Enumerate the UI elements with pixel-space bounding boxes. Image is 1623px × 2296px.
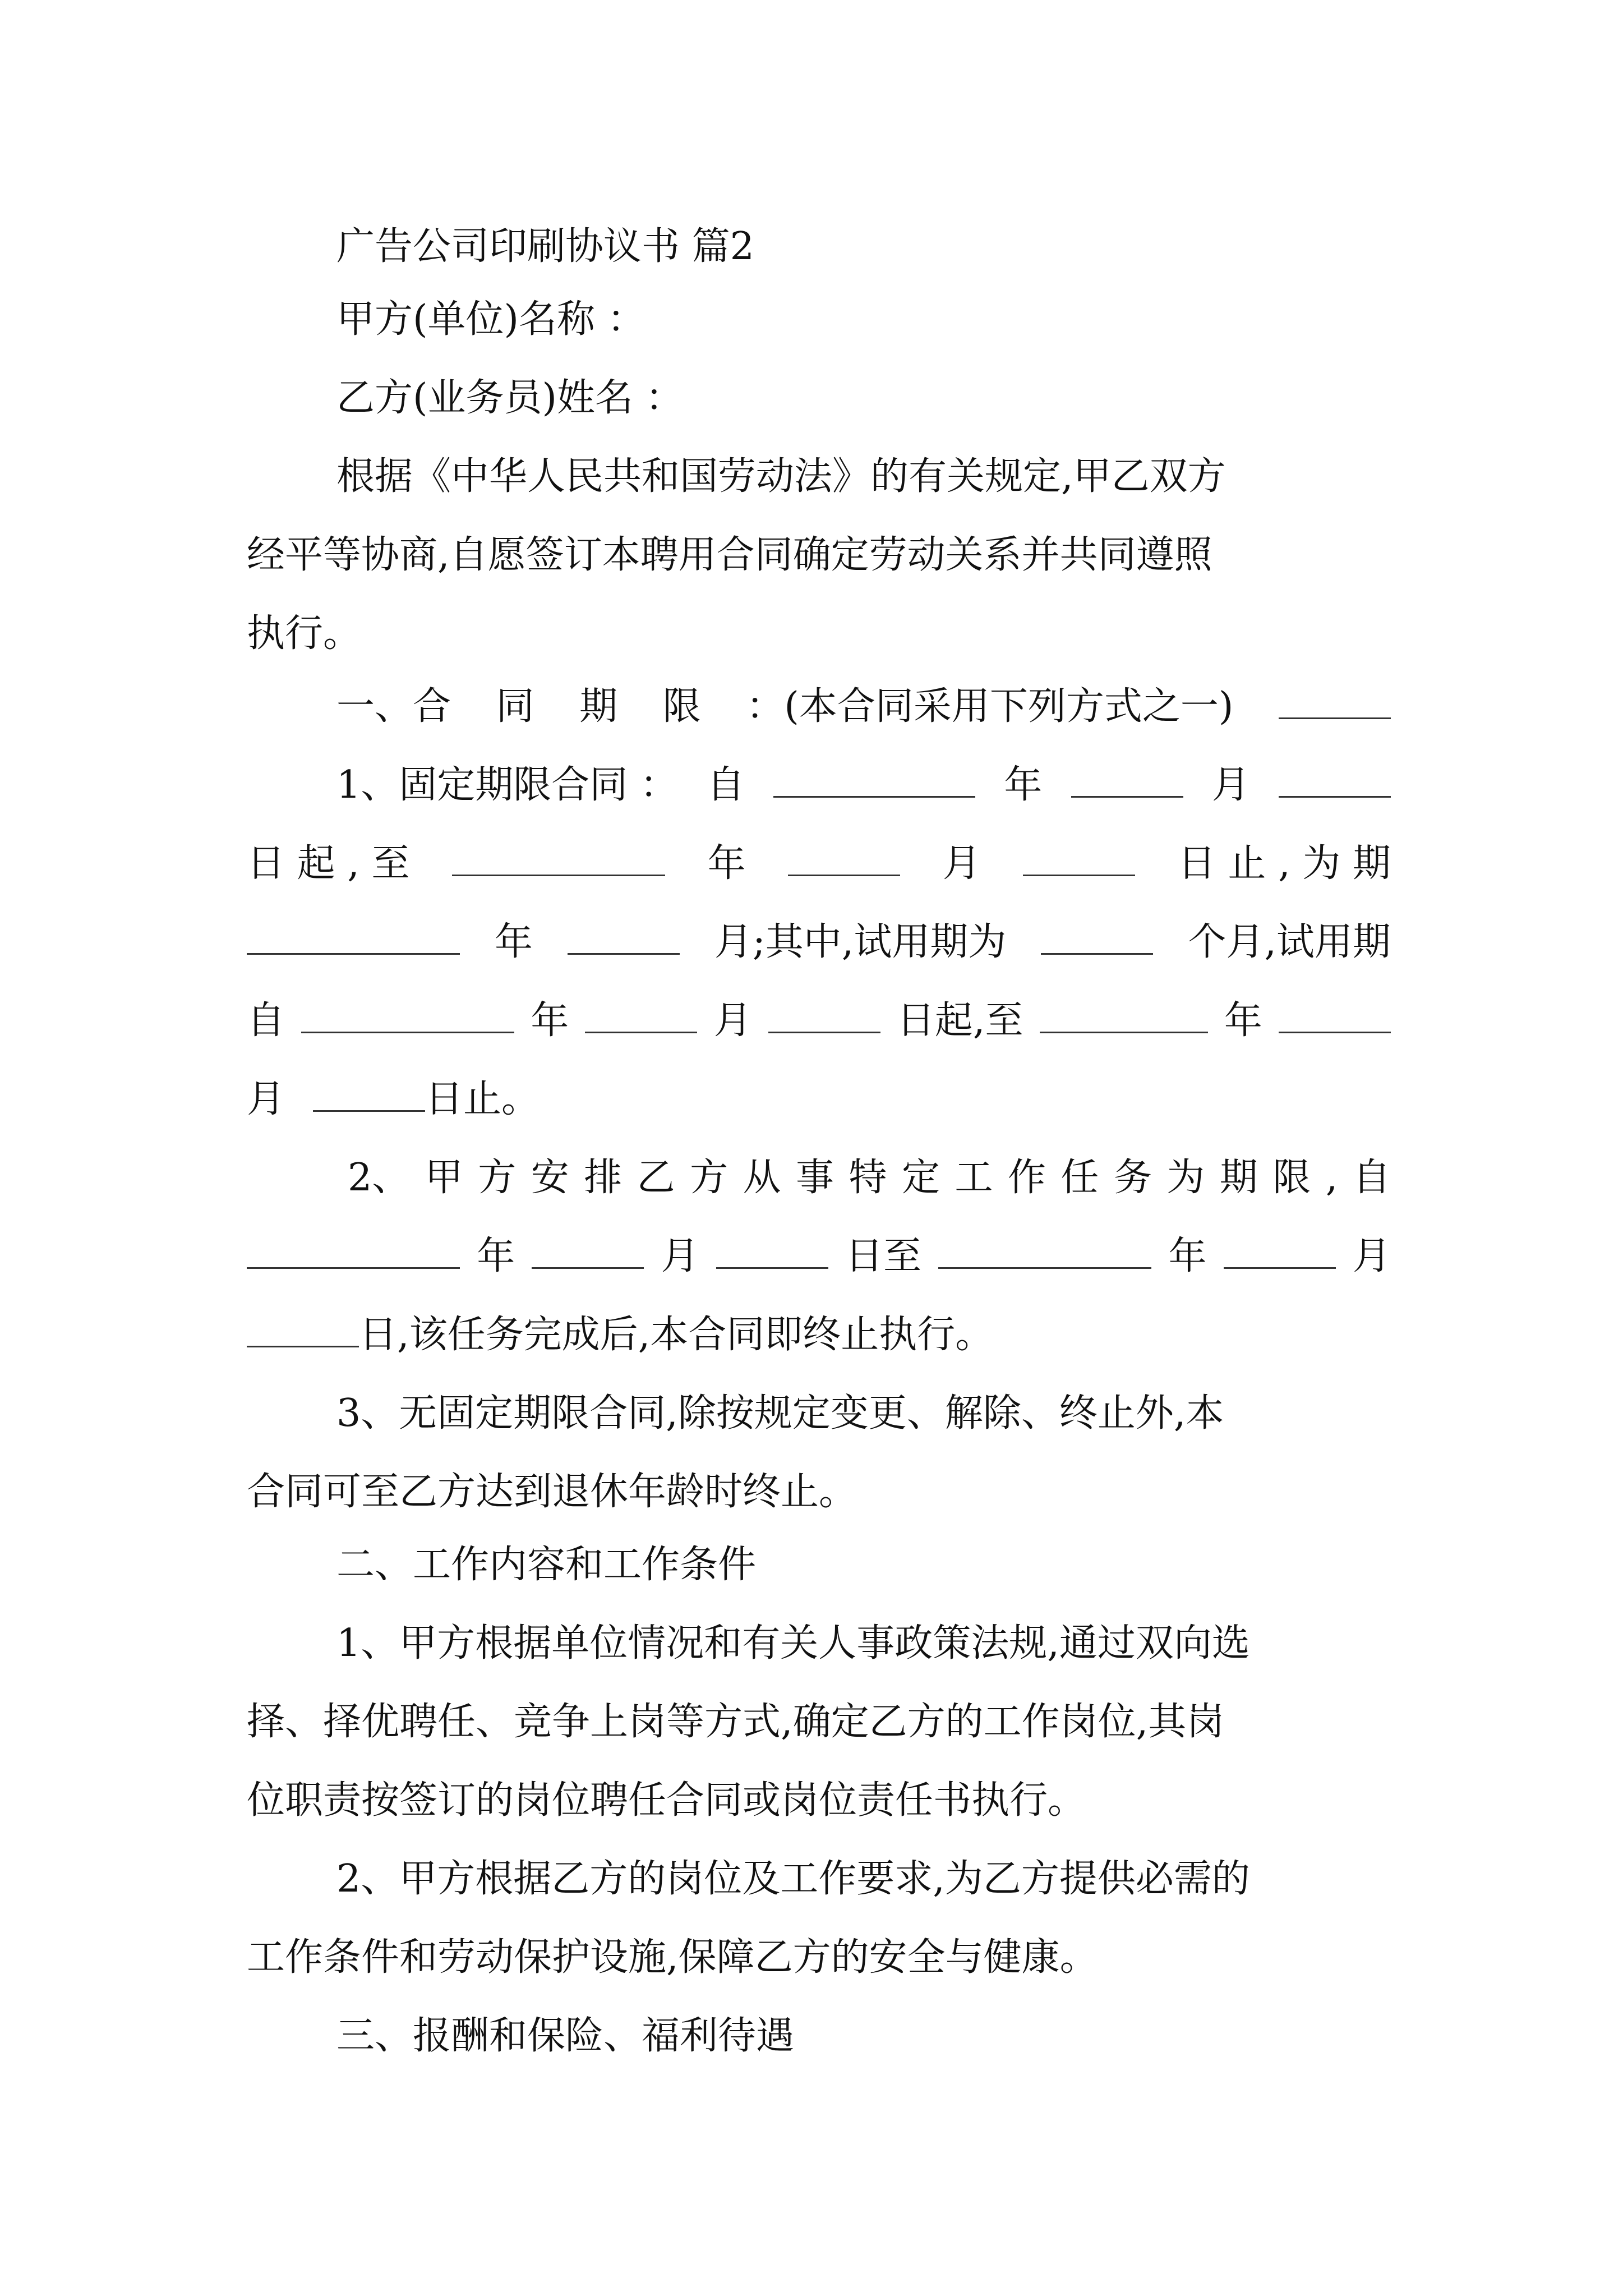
- fill-blank[interactable]: [585, 989, 697, 1033]
- fixed-term-line: 月 日止。: [247, 1060, 1391, 1139]
- fixed-term-line: 年 月;其中,试用期为 个月,试用期: [247, 903, 1391, 982]
- fill-blank[interactable]: [1023, 832, 1135, 876]
- preamble-line: 根据《中华人民共和国劳动法》的有关规定,甲乙双方: [336, 454, 1226, 499]
- party-b-label: 乙方(业务员)姓名 ：: [336, 376, 684, 420]
- document-title: 广告公司印刷协议书 篇2: [336, 224, 754, 269]
- fill-blank[interactable]: [452, 832, 665, 876]
- fill-blank[interactable]: [788, 832, 900, 876]
- fill-blank[interactable]: [1279, 675, 1391, 719]
- preamble-line: 经平等协商,自愿签订本聘用合同确定劳动关系并共同遵照: [247, 533, 1212, 577]
- fill-blank[interactable]: [532, 1225, 644, 1269]
- fill-blank[interactable]: [1040, 989, 1208, 1033]
- fill-blank[interactable]: [1041, 910, 1153, 955]
- fill-blank[interactable]: [1224, 1225, 1336, 1269]
- fill-blank[interactable]: [768, 989, 880, 1033]
- section-1-heading: 一、合 同 期 限 ：(本合同采用下列方式之一): [336, 668, 1391, 746]
- fill-blank[interactable]: [247, 1303, 359, 1347]
- fill-blank[interactable]: [568, 910, 680, 955]
- preamble-line: 执行。: [247, 611, 362, 656]
- open-term-line: 3、无固定期限合同,除按规定变更、解除、终止外,本: [336, 1391, 1224, 1435]
- section-2-heading: 二、工作内容和工作条件: [336, 1543, 757, 1587]
- work-content-line: 择、择优聘任、竞争上岗等方式,确定乙方的工作岗位,其岗: [247, 1700, 1225, 1744]
- fill-blank[interactable]: [1279, 753, 1391, 798]
- fill-blank[interactable]: [1279, 989, 1391, 1033]
- work-condition-line: 工作条件和劳动保护设施,保障乙方的安全与健康。: [247, 1935, 1098, 1980]
- fill-blank[interactable]: [301, 989, 514, 1033]
- work-content-line: 位职责按签订的岗位聘任合同或岗位责任书执行。: [247, 1778, 1086, 1823]
- fill-blank[interactable]: [313, 1068, 425, 1112]
- fixed-term-line: 自 年 月 日起,至 年: [247, 982, 1391, 1060]
- fill-blank[interactable]: [938, 1225, 1151, 1269]
- task-term-line: 2、 甲 方 安 排 乙 方 从 事 特 定 工 作 任 务 为 期 限 , 自: [348, 1156, 1391, 1200]
- fill-blank[interactable]: [247, 1225, 460, 1269]
- section-3-heading: 三、报酬和保险、福利待遇: [336, 2014, 795, 2058]
- work-condition-line: 2、甲方根据乙方的岗位及工作要求,为乙方提供必需的: [336, 1857, 1250, 1901]
- task-term-line: 年 月 日至 年 月: [247, 1217, 1391, 1296]
- fill-blank[interactable]: [247, 910, 460, 955]
- fixed-term-line: 日 起 , 至 年 月 日 止 , 为 期: [247, 825, 1391, 903]
- work-content-line: 1、甲方根据单位情况和有关人事政策法规,通过双向选: [336, 1621, 1250, 1665]
- open-term-line: 合同可至乙方达到退休年龄时终止。: [247, 1470, 857, 1514]
- fill-blank[interactable]: [1071, 753, 1183, 798]
- fill-blank[interactable]: [716, 1225, 828, 1269]
- task-term-line: 日,该任务完成后,本合同即终止执行。: [247, 1296, 1391, 1374]
- fixed-term-line: 1、固定期限合同 ： 自 年 月: [336, 746, 1391, 825]
- fill-blank[interactable]: [773, 753, 975, 798]
- party-a-label: 甲方(单位)名称 ：: [336, 297, 645, 342]
